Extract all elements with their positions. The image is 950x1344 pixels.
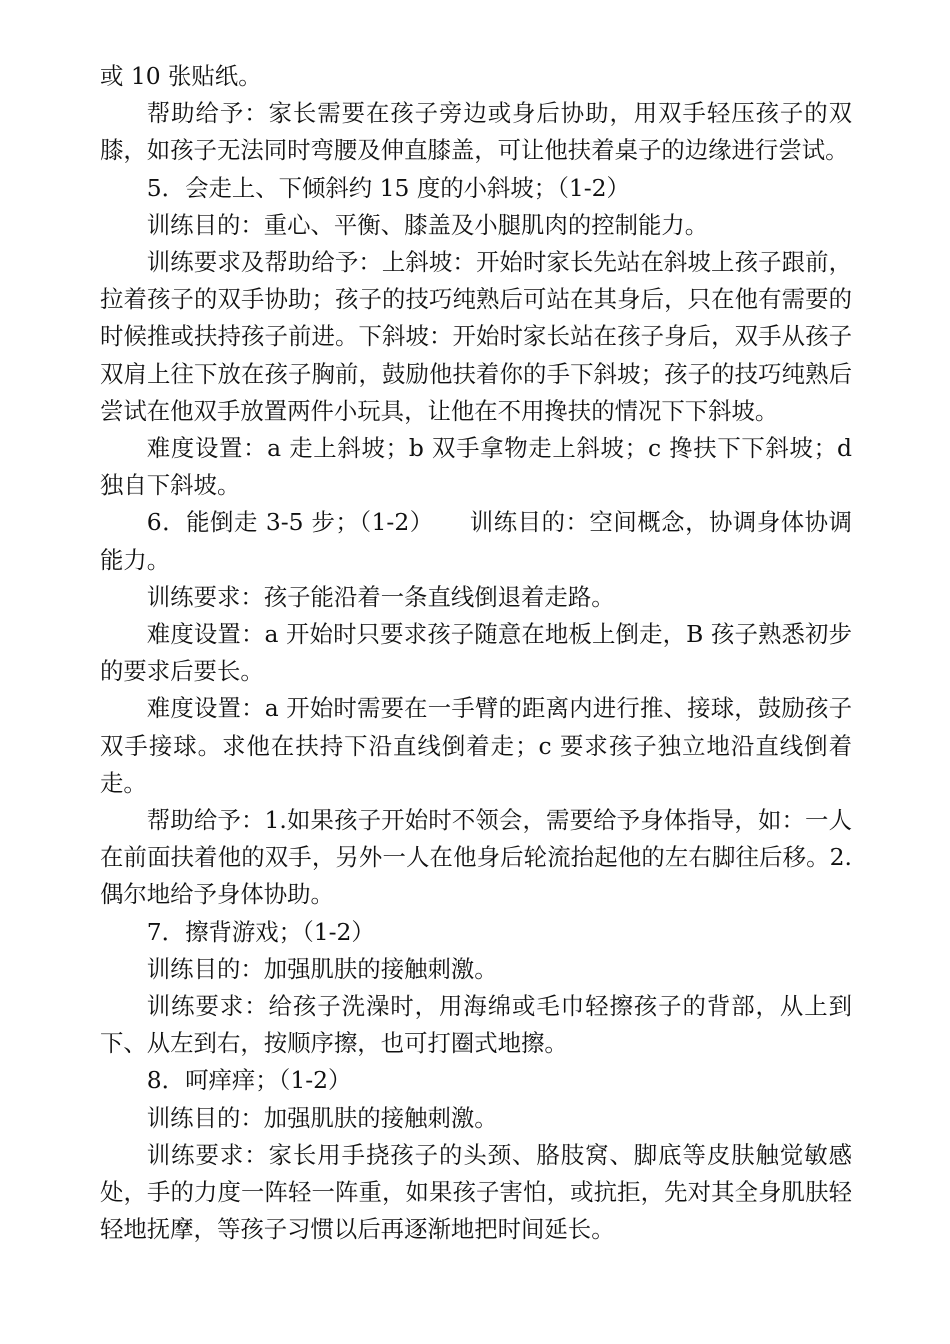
paragraph-sticker-end: 或 10 张贴纸。 (100, 62, 262, 90)
paragraph-item-7-requirements: 训练要求：给孩子洗澡时，用海绵或毛巾轻擦孩子的背部，从上到下、从左到右，按顺序擦，也可打圈式地擦。 (100, 992, 852, 1058)
paragraph-help-knees: 帮助给予：家长需要在孩子旁边或身后协助，用双手轻压孩子的双膝，如孩子无法同时弯腰及伸直膝盖，可让他扶着桌子的边缘进行尝试。 (100, 99, 852, 165)
heading-item-6-walk-backward: 6．能倒走 3-5 步；（1-2） 训练目的：空间概念，协调身体协调能力。 (100, 508, 852, 574)
paragraph-item-6-difficulty-b: 难度设置：a 开始时需要在一手臂的距离内进行推、接球，鼓励孩子双手接球。求他在扶持下沿直线倒着走；c 要求孩子独立地沿直线倒着走。 (100, 694, 852, 797)
paragraph-item-5-purpose: 训练目的：重心、平衡、膝盖及小腿肌肉的控制能力。 (146, 210, 709, 239)
paragraph-item-7-purpose: 训练目的：加强肌肤的接触刺激。 (146, 954, 498, 983)
paragraph-item-8-requirements: 训练要求：家长用手挠孩子的头颈、胳肢窝、脚底等皮肤触觉敏感处，手的力度一阵轻一阵重，如果孩子害怕，或抗拒，先对其全身肌肤轻轻地抚摩，等孩子习惯以后再逐渐地把时间延长。 (100, 1140, 852, 1244)
paragraph-item-8-purpose: 训练目的：加强肌肤的接触刺激。 (146, 1103, 498, 1132)
heading-item-7-back-rub: 7．擦背游戏；（1-2） (146, 917, 375, 946)
document-body (100, 58, 852, 1249)
heading-item-8-tickle: 8．呵痒痒；（1-2） (146, 1066, 352, 1095)
paragraph-item-6-help: 帮助给予：1.如果孩子开始时不领会，需要给予身体指导，如：一人在前面扶着他的双手，另外一人在他身后轮流抬起他的左右脚往后移。2.偶尔地给予身体协助。 (100, 806, 852, 909)
paragraph-item-5-difficulty: 难度设置：a 走上斜坡；b 双手拿物走上斜坡；c 搀扶下下斜坡；d 独自下斜坡。 (100, 434, 852, 500)
heading-item-5-slope: 5．会走上、下倾斜约 15 度的小斜坡；（1-2） (146, 173, 630, 202)
paragraph-item-6-requirements: 训练要求：孩子能沿着一条直线倒退着走路。 (146, 582, 615, 611)
paragraph-item-6-difficulty-a: 难度设置：a 开始时只要求孩子随意在地板上倒走，B 孩子熟悉初步的要求后要长。 (100, 620, 852, 686)
paragraph-item-5-requirements: 训练要求及帮助给予：上斜坡：开始时家长先站在斜坡上孩子跟前，拉着孩子的双手协助；孩子的技巧纯熟后可站在其身后，只在他有需要的时候推或扶持孩子前进。下斜坡：开始时家长站在孩子身后，双手从孩子双肩上往下放在孩子胸前，鼓励他扶着你的手下斜坡；孩子的技巧纯熟后尝试在他双手放置两件小玩具，让他在不用搀扶的情况下下斜坡。 (100, 248, 852, 425)
